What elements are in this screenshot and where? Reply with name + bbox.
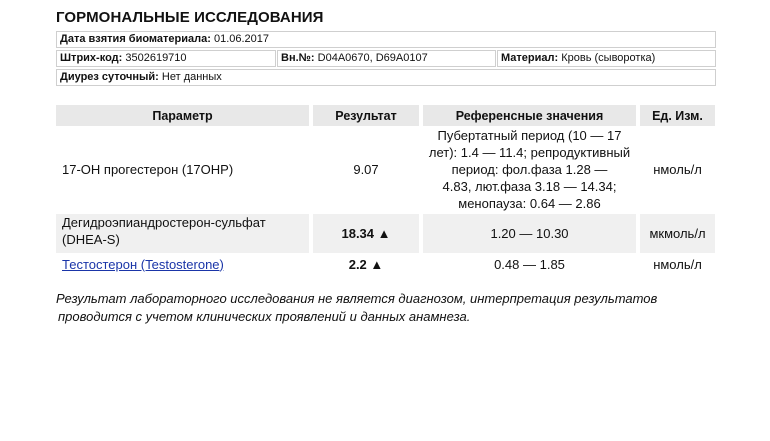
reference-line: лет): 1.4 — 11.4; репродуктивный	[428, 145, 631, 160]
diuresis-box	[56, 69, 716, 86]
column-header-result: Результат	[313, 105, 419, 126]
table-row-3-parameter[interactable]	[56, 254, 309, 274]
material-label: Материал:	[501, 52, 559, 64]
material-box	[497, 50, 716, 67]
table-row-1-result: 9.07	[353, 162, 379, 177]
column-header-parameter: Параметр	[56, 105, 309, 126]
sample-date-box	[56, 31, 716, 48]
column-header-unit: Ед. Изм.	[640, 105, 715, 126]
table-row-3-result: 2.2 ▲	[348, 256, 384, 272]
disclaimer-line-2: проводится с учетом клинических проявлений и данных анамнеза.	[58, 309, 471, 324]
testosterone-link[interactable]: Тестостерон (Testosterone)	[62, 256, 224, 272]
table-row-3-reference: 0.48 — 1.85	[494, 256, 565, 272]
barcode-box	[56, 50, 276, 67]
internal-number-label: Вн.№:	[281, 52, 315, 64]
sample-date-label: Дата взятия биоматериала:	[60, 33, 211, 45]
diuresis-value: Нет данных	[161, 71, 222, 83]
internal-number-box	[277, 50, 496, 67]
reference-line: 4.83, лют.фаза 3.18 — 14.34;	[442, 179, 617, 194]
parameter-line: Дегидроэпиандростерон-сульфат	[62, 215, 266, 230]
barcode-label: Штрих-код:	[60, 52, 123, 64]
parameter-line: (DHEA-S)	[62, 232, 120, 247]
table-row-2-result: 18.34 ▲	[313, 214, 419, 253]
barcode-value: 3502619710	[125, 52, 187, 64]
table-row-2-parameter	[56, 214, 309, 253]
diuresis-label: Диурез суточный:	[60, 71, 159, 83]
internal-number-value: D04A0670, D69A0107	[317, 52, 428, 64]
table-row-3-unit: нмоль/л	[653, 256, 702, 272]
material-value: Кровь (сыворотка)	[561, 52, 656, 64]
table-row-1-unit: нмоль/л	[653, 162, 702, 177]
reference-line: менопауза: 0.64 — 2.86	[458, 196, 601, 211]
column-header-reference: Референсные значения	[423, 105, 636, 126]
disclaimer-note	[56, 290, 696, 326]
report-title: ГОРМОНАЛЬНЫЕ ИССЛЕДОВАНИЯ	[56, 9, 324, 26]
table-row-2-reference: 1.20 — 10.30	[423, 214, 636, 253]
reference-line: период: фол.фаза 1.28 —	[451, 162, 608, 177]
table-row-1-parameter: 17-ОН прогестерон (17ОНР)	[62, 162, 234, 177]
reference-line: Пубертатный период (10 — 17	[437, 128, 622, 143]
sample-date-value: 01.06.2017	[213, 33, 270, 45]
table-row-1-reference	[423, 127, 636, 212]
disclaimer-line-1: Результат лабораторного исследования не является диагнозом, интерпретация результатов	[56, 291, 658, 306]
table-row-2-unit: мкмоль/л	[640, 214, 715, 253]
